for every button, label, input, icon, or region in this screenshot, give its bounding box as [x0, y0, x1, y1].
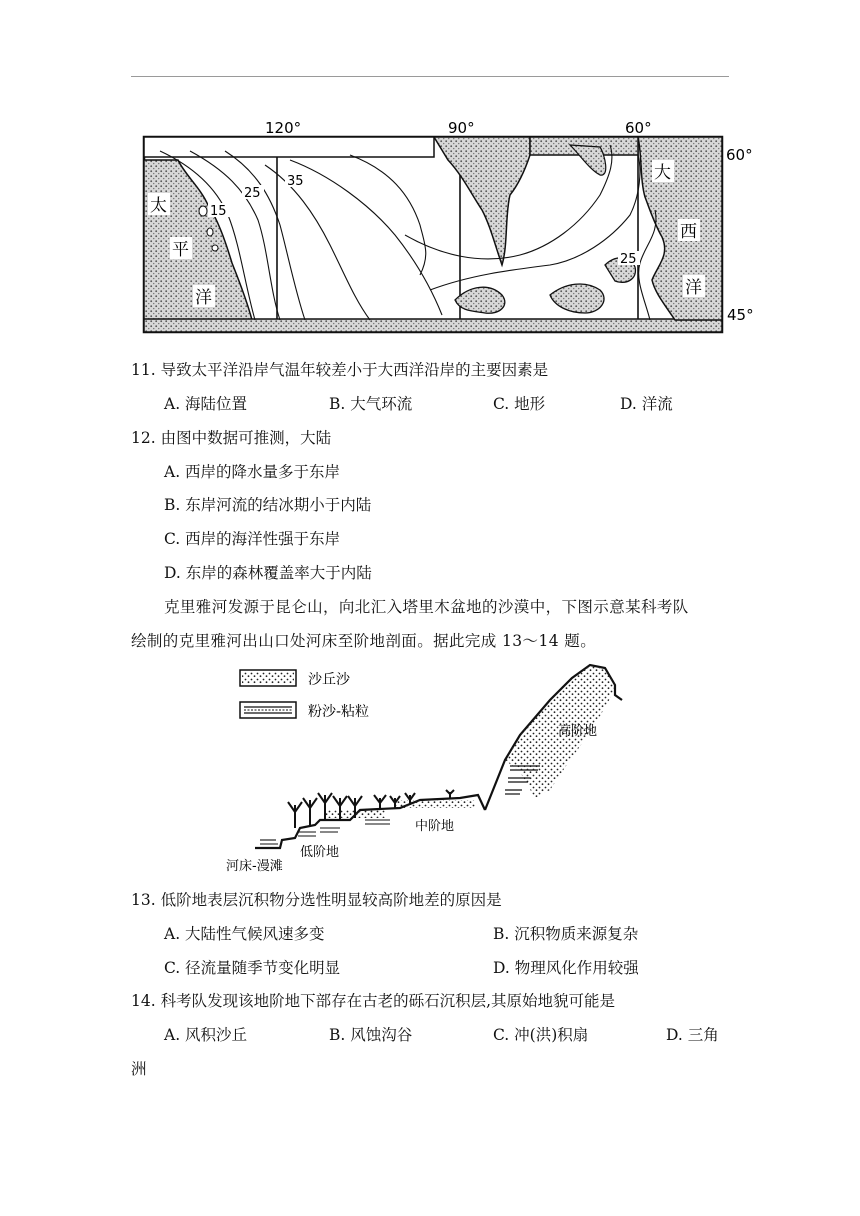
q14-option-b[interactable]: B. 风蚀沟谷 [329, 1026, 413, 1044]
atlantic-char-3: 洋 [685, 278, 702, 298]
q11-option-c[interactable]: C. 地形 [493, 395, 546, 413]
pacific-char-3: 洋 [195, 288, 212, 308]
label-low-terrace: 低阶地 [300, 845, 340, 860]
q14-option-c[interactable]: C. 冲(洪)积扇 [493, 1026, 589, 1044]
q13-option-c[interactable]: C. 径流量随季节变化明显 [164, 959, 341, 977]
passage-line-1: 克里雅河发源于昆仑山，向北汇入塔里木盆地的沙漠中，下图示意某科考队 [164, 598, 689, 616]
q11-stem: 11. 导致太平洋沿岸气温年较差小于大西洋沿岸的主要因素是 [131, 361, 549, 379]
atlantic-char-2: 西 [680, 222, 697, 242]
label-high-terrace: 高阶地 [558, 724, 598, 739]
q13-option-a[interactable]: A. 大陆性气候风速多变 [164, 925, 325, 943]
isotherm-value-25-east: 25 [620, 252, 637, 267]
pacific-char-1: 太 [150, 196, 167, 216]
q11-option-d[interactable]: D. 洋流 [620, 395, 673, 413]
lon-label-60: 60° [625, 119, 652, 137]
legend-label-silt-clay: 粉沙-粘粒 [308, 704, 370, 720]
isotherm-35 [265, 165, 370, 320]
isotherm-value-15: 15 [210, 204, 227, 219]
terrace-profile-diagram [220, 660, 640, 875]
q12-option-a[interactable]: A. 西岸的降水量多于东岸 [164, 463, 341, 481]
hudson-bay [434, 137, 530, 265]
lon-label-120: 120° [265, 119, 302, 137]
lat-label-60: 60° [726, 146, 753, 164]
q12-option-b[interactable]: B. 东岸河流的结冰期小于内陆 [164, 496, 372, 514]
q12-option-c[interactable]: C. 西岸的海洋性强于东岸 [164, 530, 341, 548]
label-mid-terrace: 中阶地 [415, 819, 455, 834]
q13-option-d[interactable]: D. 物理风化作用较强 [493, 959, 639, 977]
isotherm-map [130, 115, 770, 340]
great-lakes [455, 287, 505, 313]
isotherm-value-35: 35 [287, 174, 304, 189]
q13-stem: 13. 低阶地表层沉积物分选性明显较高阶地差的原因是 [131, 891, 502, 909]
q14-stem: 14. 科考队发现该地阶地下部存在古老的砾石沉积层,其原始地貌可能是 [131, 992, 616, 1010]
passage-line-2: 绘制的克里雅河出山口处河床至阶地剖面。据此完成 13～14 题。 [131, 632, 597, 650]
q11-option-a[interactable]: A. 海陆位置 [164, 395, 248, 413]
q14-option-d-wrap: 洲 [131, 1060, 147, 1078]
q11-option-b[interactable]: B. 大气环流 [329, 395, 413, 413]
q14-option-a[interactable]: A. 风积沙丘 [164, 1026, 248, 1044]
header-rule [131, 76, 729, 77]
legend-label-dune-sand: 沙丘沙 [308, 672, 350, 688]
q12-stem: 12. 由图中数据可推测，大陆 [131, 429, 332, 447]
atlantic-char-1: 大 [654, 163, 671, 183]
lon-label-90: 90° [448, 119, 475, 137]
isotherm-value-25-west: 25 [244, 186, 261, 201]
label-riverbed-floodplain: 河床-漫滩 [226, 859, 283, 874]
q14-option-d[interactable]: D. 三角 [666, 1026, 719, 1044]
q12-option-d[interactable]: D. 东岸的森林覆盖率大于内陆 [164, 564, 372, 582]
pacific-char-2: 平 [172, 240, 189, 260]
q13-option-b[interactable]: B. 沉积物质来源复杂 [493, 925, 639, 943]
lat-label-45: 45° [727, 306, 754, 324]
